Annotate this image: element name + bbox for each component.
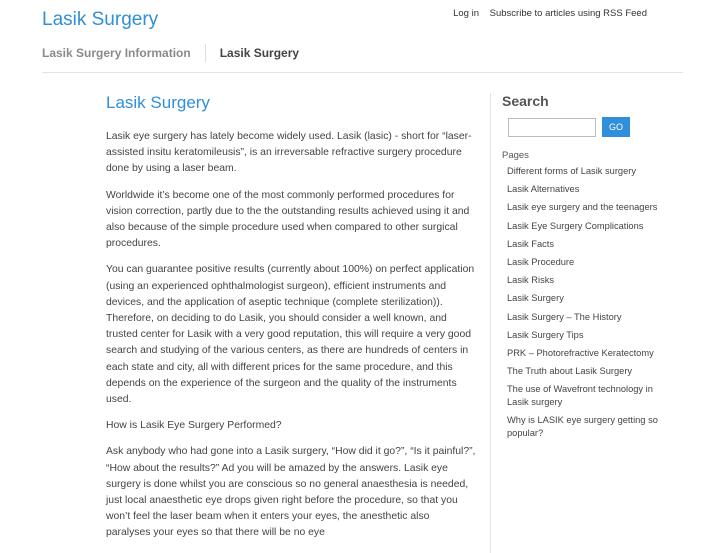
- page-item: [507, 347, 677, 360]
- post-paragraph: Worldwide it’s become one of the most commonly performed procedures for vision correction, partly due to the the outstanding results achieved using it and also because of the simple procedure used when compared to other surgical procedures.: [106, 189, 470, 250]
- main-content: [106, 93, 476, 552]
- page-link[interactable]: Lasik Surgery Tips: [507, 329, 584, 340]
- page-item: [507, 365, 677, 378]
- page-item: [507, 274, 677, 287]
- page-item: [507, 183, 677, 196]
- rss-link[interactable]: Subscribe to articles using RSS Feed: [489, 8, 647, 19]
- page-item: [507, 414, 677, 440]
- page-link[interactable]: Lasik Surgery: [507, 293, 564, 304]
- page-link[interactable]: Lasik eye surgery and the teenagers: [507, 202, 658, 213]
- page-item: [507, 201, 677, 214]
- page-link[interactable]: Lasik Alternatives: [507, 184, 580, 195]
- sidebar: [490, 93, 681, 553]
- page-link[interactable]: The use of Wavefront technology in Lasik surgery: [507, 384, 653, 408]
- page-item: [507, 165, 677, 178]
- nav-item-lasik-surgery-information[interactable]: Lasik Surgery Information: [42, 46, 191, 60]
- header-divider: [42, 72, 683, 73]
- search-input[interactable]: [508, 118, 596, 137]
- page-link[interactable]: Lasik Risks: [507, 275, 555, 286]
- main-nav: [42, 44, 299, 62]
- search-go-button[interactable]: GO: [602, 117, 630, 137]
- post-title: Lasik Surgery: [106, 93, 210, 112]
- page-link[interactable]: Lasik Surgery – The History: [507, 311, 622, 322]
- page-link[interactable]: PRK – Photorefractive Keratectomy: [507, 347, 654, 358]
- post-paragraph: You can guarantee positive results (currently about 100%) on perfect application (using an experienced ophthalmologist surgeon), efficient instruments and devices, and the application of aseptic technique (complete sterilization)). Therefore, on deciding to do Lasik, you should consider a well known, and trusted center for Lasik with a very good reputation, this will require a very good search and studying of the various centers, as there are hundreds of centers in each state and city, all with different prices for the same procedure, and this depends on the experience of the surgeon and the quality of the instruments used.: [106, 264, 475, 406]
- pages-list: [507, 165, 677, 440]
- post-paragraph: Lasik eye surgery has lately become widely used. Lasik (lasic) - short for “laser-assisted insitu keratomileusis”, is an irreversable refractive surgery procedure done by using a laser beam.: [106, 131, 472, 175]
- page-item: [507, 256, 677, 269]
- login-link[interactable]: Log in: [453, 8, 479, 19]
- top-links: [445, 8, 647, 19]
- page-item: [507, 383, 677, 409]
- page-item: [507, 311, 677, 324]
- page-item: [507, 238, 677, 251]
- page-link[interactable]: Different forms of Lasik surgery: [507, 166, 636, 176]
- pages-label: Pages: [502, 150, 529, 161]
- site-title[interactable]: Lasik Surgery: [42, 9, 159, 30]
- post-subheading: How is Lasik Eye Surgery Performed?: [106, 420, 282, 432]
- page-link[interactable]: Lasik Procedure: [507, 256, 575, 267]
- page-link[interactable]: Lasik Facts: [507, 238, 555, 249]
- page-item: [507, 220, 677, 233]
- page-link[interactable]: The Truth about Lasik Surgery: [507, 366, 633, 377]
- search-title: Search: [502, 93, 549, 109]
- page-item: [507, 292, 677, 305]
- search-form: [508, 117, 681, 137]
- nav-item-lasik-surgery[interactable]: Lasik Surgery: [219, 46, 300, 60]
- page-link[interactable]: Lasik Eye Surgery Complications: [507, 220, 644, 231]
- page-link[interactable]: Why is LASIK eye surgery getting so popular?: [507, 415, 658, 439]
- page-item: [507, 329, 677, 342]
- nav-divider: [205, 44, 206, 62]
- post-paragraph: Ask anybody who had gone into a Lasik surgery, “How did it go?”, “Is it painful?”, “How about the results?” Ad you will be amazed by the answers. Lasik eye surgery is done whilst you are conscious so no general anaesthesia is needed, just local anaesthetic eye drops given right before the procedure, so that you won’t feel the laser beam when it enters your eyes, the anesthetic also paralyses your eyes so that there will be no eye: [106, 446, 476, 539]
